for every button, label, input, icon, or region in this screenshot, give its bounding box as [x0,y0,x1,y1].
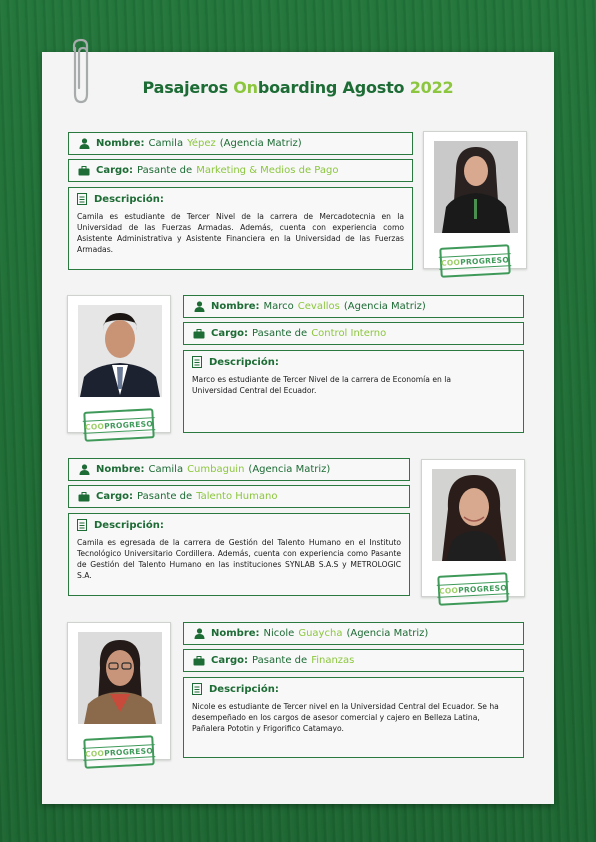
cooprogreso-stamp: COOPROGRESO [83,735,154,769]
role-area: Control Interno [311,328,387,339]
role-field [68,485,410,508]
agency: (Agencia Matriz) [219,138,302,149]
document-icon [192,356,204,368]
role-field [183,649,524,672]
role-label: Cargo: [211,655,249,666]
photo-frame [67,622,171,760]
description-label: Descripción: [209,683,279,695]
description-text: Camila es egresada de la carrera de Gestión del Talento Humano en el Instituto Tecnológico Universitario Cordillera. Además, cuenta con experiencia como Pasante de Gestión del Talento Humano en las instituciones SYNLAB S.A.S y METROLOGIC S.A. [77,538,401,580]
role-label: Cargo: [96,491,134,502]
description-label: Descripción: [94,193,164,205]
name-field [183,295,524,318]
name-label: Nombre: [96,464,145,475]
photo-frame [423,131,527,269]
role-field [183,322,524,345]
role-area: Talento Humano [196,491,278,502]
document-icon [77,193,89,205]
name-field [68,132,413,155]
photo-frame [421,459,525,597]
role-label: Cargo: [96,165,134,176]
name-field [68,458,410,481]
user-icon [192,301,206,313]
description-label: Descripción: [94,519,164,531]
user-icon [192,628,206,640]
name-label: Nombre: [96,138,145,149]
role-area: Marketing & Medios de Pago [196,165,339,176]
name-field [183,622,524,645]
description-text: Nicole es estudiante de Tercer nivel en la Universidad Central del Ecuador. Se ha desempeñado en los cargos de asesor comercial y cajero en Belleza Latina, Pañalera Pototin y Frigorifico Catamayo. [192,702,499,733]
agency: (Agencia Matriz) [248,464,331,475]
name-first: Camila [148,138,184,149]
description-text: Camila es estudiante de Tercer Nivel de la carrera de Mercadotecnia en la Universidad de las Fuerzas Armadas. Además, cuenta con experiencia como Asistente Administrativa y Asistente Financiera en la Universidad de las Fuerzas Armadas. [77,212,404,254]
photo-frame [67,295,171,433]
role-prefix: Pasante de [137,491,193,502]
description-box [183,677,524,758]
page-title: Pasajeros Onboarding Agosto 2022 [142,78,454,97]
description-label: Descripción: [209,356,279,368]
portrait-photo [434,141,518,233]
description-box [183,350,524,433]
role-prefix: Pasante de [252,328,308,339]
portrait-photo [78,305,162,397]
document-icon [77,519,89,531]
briefcase-icon [77,491,91,503]
role-prefix: Pasante de [252,655,308,666]
description-box [68,513,410,596]
role-prefix: Pasante de [137,165,193,176]
document-icon [192,683,204,695]
name-first: Nicole [263,628,295,639]
name-last: Cevallos [297,301,340,312]
name-last: Yépez [187,138,216,149]
cooprogreso-stamp: COOPROGRESO [439,244,510,278]
agency: (Agencia Matriz) [343,301,426,312]
name-first: Marco [263,301,294,312]
portrait-photo [432,469,516,561]
name-last: Guaycha [298,628,343,639]
portrait-photo [78,632,162,724]
name-first: Camila [148,464,184,475]
briefcase-icon [192,655,206,667]
cooprogreso-stamp: COOPROGRESO [83,408,154,442]
name-label: Nombre: [211,301,260,312]
briefcase-icon [192,328,206,340]
role-label: Cargo: [211,328,249,339]
cooprogreso-stamp: COOPROGRESO [437,572,508,606]
name-label: Nombre: [211,628,260,639]
agency: (Agencia Matriz) [346,628,429,639]
description-box [68,187,413,270]
user-icon [77,464,91,476]
user-icon [77,138,91,150]
briefcase-icon [77,165,91,177]
description-text: Marco es estudiante de Tercer Nivel de la carrera de Economía en la Universidad Central del Ecuador. [192,375,451,395]
role-area: Finanzas [311,655,355,666]
role-field [68,159,413,182]
name-last: Cumbaguin [187,464,245,475]
